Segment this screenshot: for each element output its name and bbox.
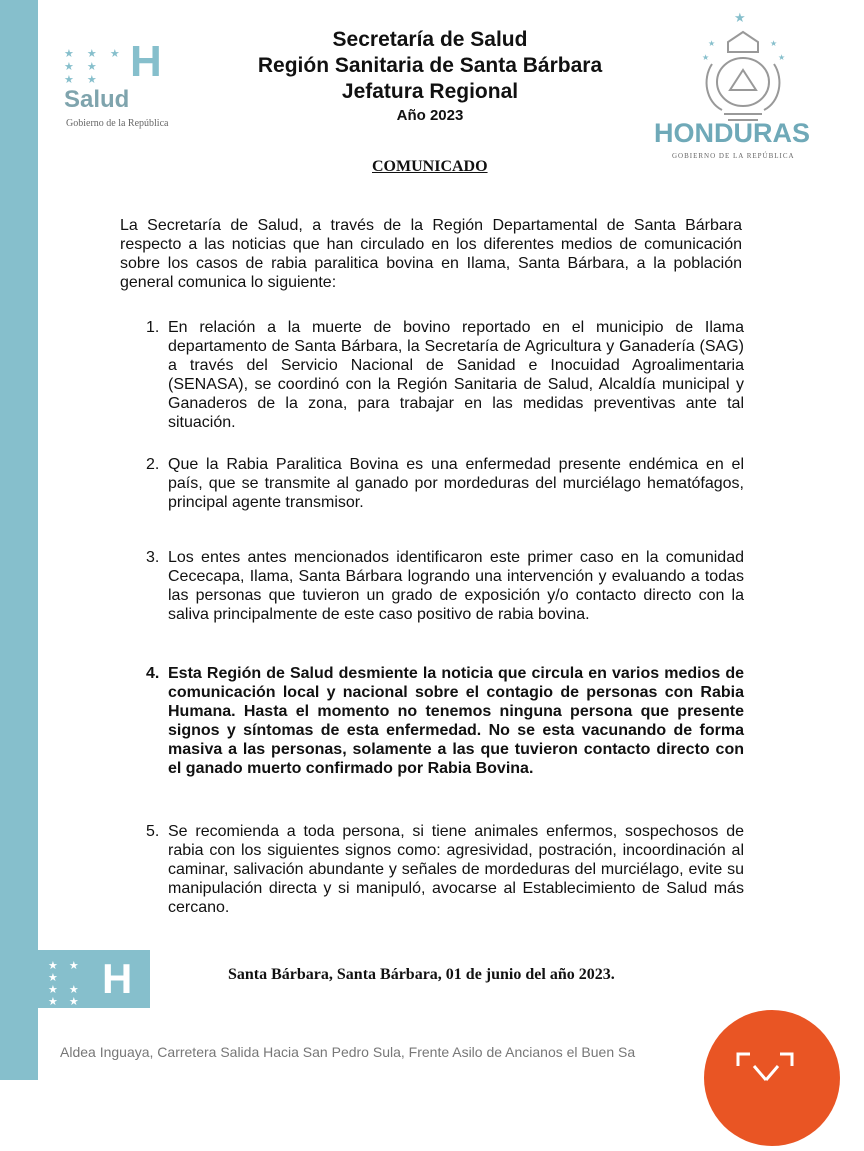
svg-text:★: ★ — [708, 39, 716, 48]
document-title: COMUNICADO — [372, 158, 488, 175]
list-number: 2. — [146, 456, 160, 473]
expand-icon — [704, 1010, 840, 1146]
header-line-4: Año 2023 — [396, 107, 464, 124]
salud-logo — [64, 37, 204, 136]
svg-text:★: ★ — [702, 53, 710, 62]
h-mark-icon: H — [102, 955, 133, 1002]
floating-action-button[interactable] — [704, 1010, 840, 1146]
honduras-brand: HONDURAS — [654, 118, 811, 148]
header-line-2: Región Sanitaria de Santa Bárbara — [257, 54, 603, 77]
honduras-tagline: GOBIERNO DE LA REPÚBLICA — [672, 152, 795, 160]
list-text: Los entes antes mencionados identificaron este primer caso en la comunidad Cececapa, Ilama, Santa Bárbara logrando una intervención y evaluando a todas las personas que tuvieron un grado de exposición y/o contacto directo con la saliva principalmente de este caso positivo de rabia bovina. — [168, 549, 744, 623]
footer-logo-mark — [38, 950, 150, 1008]
list-number: 3. — [146, 549, 160, 566]
left-accent-bar — [0, 0, 38, 1080]
list-number: 1. — [146, 319, 160, 336]
document-header — [210, 27, 650, 127]
list-item-4 — [146, 664, 744, 778]
list-text: Que la Rabia Paralitica Bovina es una enfermedad presente endémica en el país, que se transmite al ganado por mordeduras del murciélago hematófagos, principal agente transmisor. — [168, 456, 744, 511]
header-line-3: Jefatura Regional — [341, 80, 519, 103]
list-number: 4. — [146, 665, 160, 682]
list-number: 5. — [146, 823, 160, 840]
h-mark-icon: H — [130, 37, 162, 86]
coat-of-arms-icon — [698, 24, 788, 124]
footer-address: Aldea Inguaya, Carretera Salida Hacia San Pedro Sula, Frente Asilo de Ancianos el Buen Sa — [60, 1044, 636, 1060]
header-line-1: Secretaría de Salud — [332, 28, 528, 51]
svg-text:★: ★ — [770, 39, 778, 48]
stars-icon: ★ ★ ★ ★ ★ ★ ★ — [48, 960, 83, 1008]
honduras-logo — [652, 10, 834, 160]
list-item-1 — [146, 318, 744, 432]
salud-brand: Salud — [64, 86, 130, 113]
date-line: Santa Bárbara, Santa Bárbara, 01 de junio del año 2023. — [228, 966, 615, 983]
list-text: Esta Región de Salud desmiente la noticia que circula en varios medios de comunicación local y nacional sobre el contagio de personas con Rabia Humana. Hasta el momento no tenemos ninguna persona que presente signos y síntomas de esta enfermedad. No se esta vacunando de forma masiva a las personas, solamente a las que tuvieron contacto directo con el ganado muerto confirmado por Rabia Bovina. — [168, 665, 744, 777]
list-text: En relación a la muerte de bovino reportado en el municipio de Ilama departamento de Santa Bárbara, la Secretaría de Agricultura y Ganadería (SAG) a través del Servicio Nacional de Sanidad e Inocuidad Agroalimentaria (SENASA), se coordinó con la Región Sanitaria de Salud, Alcaldía municipal y Ganaderos de la zona, para trabajar en las medidas preventivas ante tal situación. — [168, 319, 744, 431]
list-item-2 — [146, 455, 744, 512]
stars-icon: ★ ★ ★ ★ ★ ★ ★ — [64, 48, 125, 86]
list-item-3 — [146, 548, 744, 624]
list-item-5 — [146, 822, 744, 917]
intro-paragraph: La Secretaría de Salud, a través de la Región Departamental de Santa Bárbara respecto a las noticias que han circulado en los diferentes medios de comunicación sobre los casos de rabia paralitica bovina en Ilama, Santa Bárbara, a la población general comunica lo siguiente: — [120, 217, 742, 291]
salud-tagline: Gobierno de la República — [66, 118, 169, 129]
star-icon: ★ — [734, 10, 746, 25]
list-text: Se recomienda a toda persona, si tiene animales enfermos, sospechosos de rabia con los siguientes signos como: agresividad, postración, incoordinación al caminar, salivación abundante y señales de mordeduras del murciélago, evite su manipulación directa y si manipuló, avocarse al Establecimiento de Salud más cercano. — [168, 823, 744, 916]
svg-text:★: ★ — [778, 53, 786, 62]
